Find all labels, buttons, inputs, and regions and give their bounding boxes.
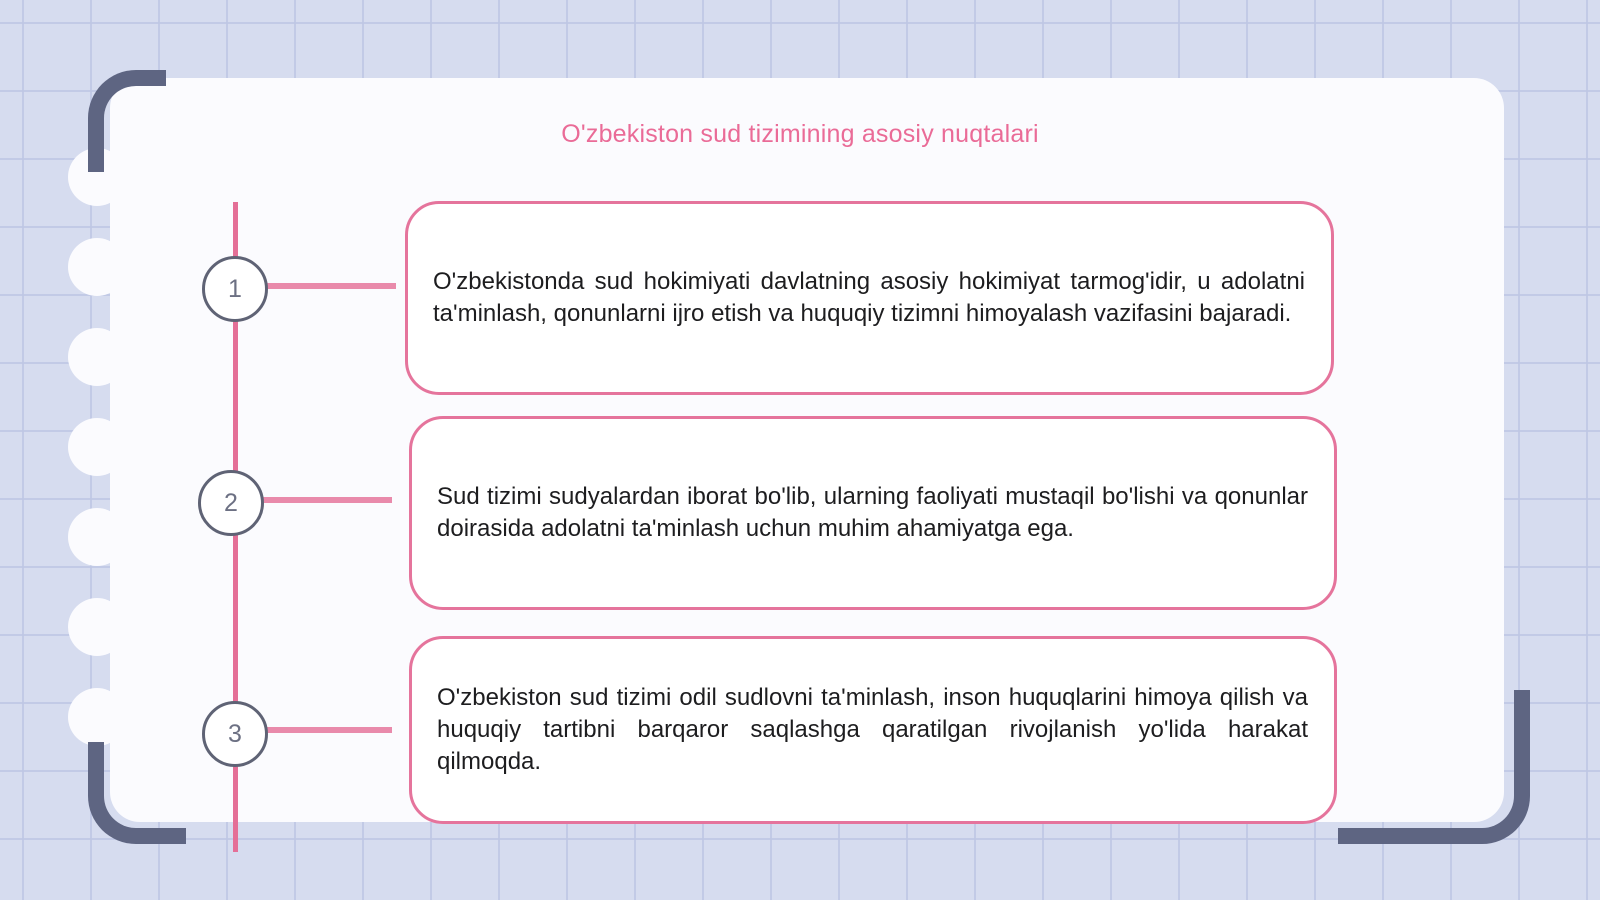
timeline-connector <box>262 497 392 503</box>
point-card <box>405 201 1334 395</box>
card-scallop <box>68 598 126 656</box>
point-card <box>409 636 1337 824</box>
corner-bracket-bottom-right <box>1338 690 1530 844</box>
card-scallop <box>68 238 126 296</box>
step-number-badge: 2 <box>198 470 264 536</box>
card-scallop <box>68 508 126 566</box>
card-scallop <box>68 688 126 746</box>
point-text: O'zbekistonda sud hokimiyati davlatning asosiy hokimiyat tarmog'idir, u adolatni ta'minlash, qonunlarni ijro etish va huquqiy tizimni himoyalash vazifasini bajaradi. <box>433 268 1305 327</box>
timeline-connector <box>266 283 396 289</box>
card-scallop <box>68 418 126 476</box>
card-scallop <box>68 328 126 386</box>
step-number-badge: 3 <box>202 701 268 767</box>
corner-bracket-bottom-left <box>88 742 186 844</box>
point-card <box>409 416 1337 610</box>
slide-title: O'zbekiston sud tizimining asosiy nuqtalari <box>561 120 1039 148</box>
timeline-connector <box>266 727 392 733</box>
point-text: Sud tizimi sudyalardan iborat bo'lib, ularning faoliyati mustaqil bo'lishi va qonunlar doirasida adolatni ta'minlash uchun muhim ahamiyatga ega. <box>437 483 1308 542</box>
point-text: O'zbekiston sud tizimi odil sudlovni ta'minlash, inson huquqlarini himoya qilish va huquqiy tartibni barqaror saqlashga qaratilgan rivojlanish yo'lida harakat qilmoqda. <box>437 684 1308 775</box>
step-number-badge: 1 <box>202 256 268 322</box>
